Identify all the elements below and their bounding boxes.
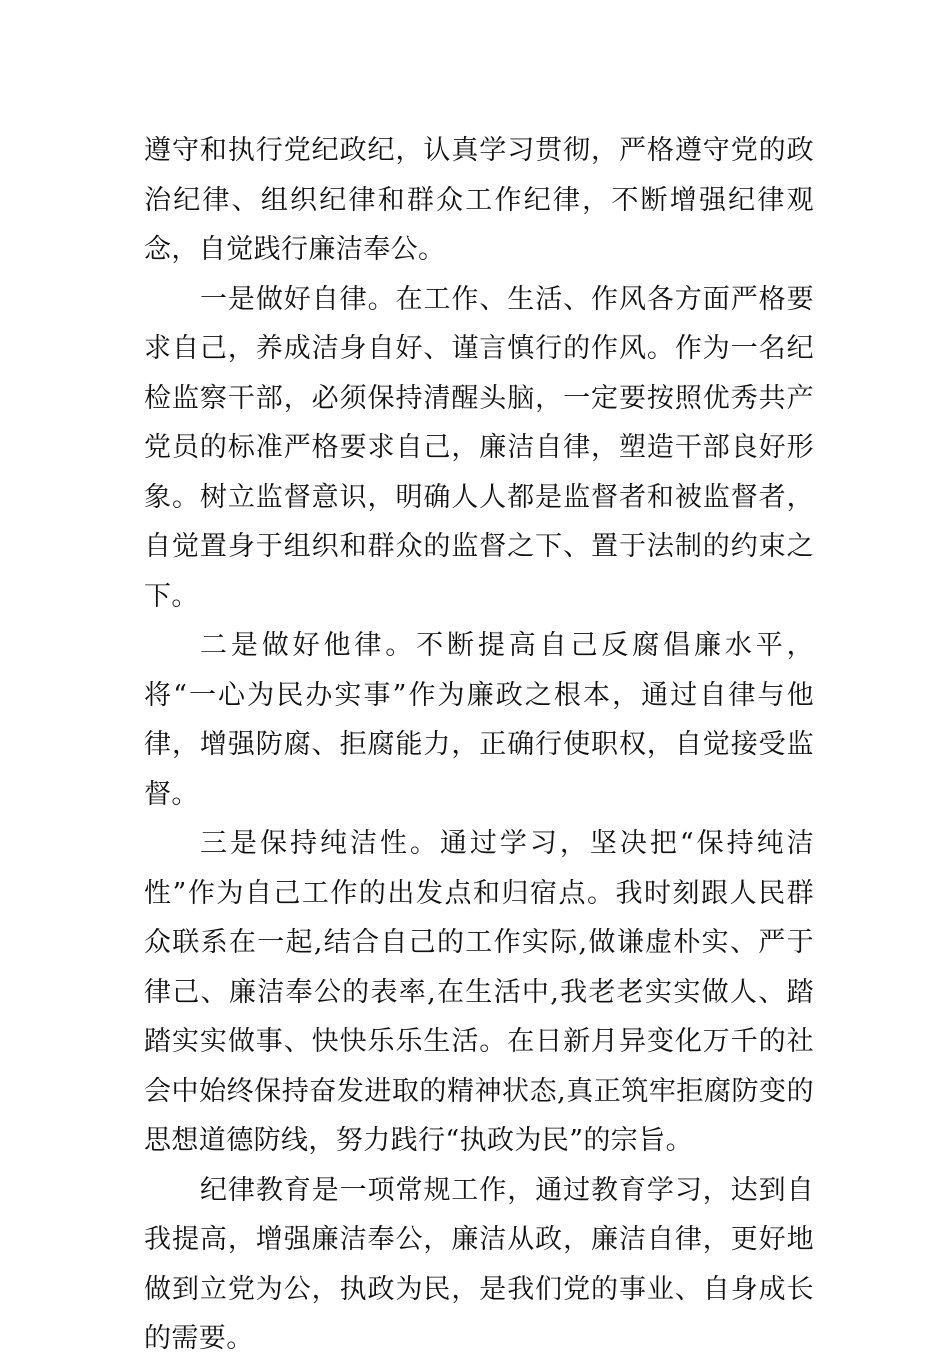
paragraph-purity: 三是保持纯洁性。通过学习，坚决把“保持纯洁性”作为自己工作的出发点和归宿点。我时刻跟人民群众联系在一起,结合自己的工作实际,做谦虚朴实、严于律己、廉洁奉公的表率,在生活中,我老老实实做人、踏踏实实做事、快快乐乐生活。在日新月异变化万千的社会中始终保持奋发进取的精神状态,真正筑牢拒腐防变的思想道德防线，努力践行“执政为民”的宗旨。 xyxy=(144,828,814,1156)
paragraph-self-discipline: 一是做好自律。在工作、生活、作风各方面严格要求自己，养成洁身自好、谨言慎行的作风。作为一名纪检监察干部，必须保持清醒头脑，一定要按照优秀共产党员的标准严格要求自己，廉洁自律，塑造干部良好形象。树立监督意识，明确人人都是监督者和被监督者，自觉置身于组织和群众的监督之下、置于法制的约束之下。 xyxy=(144,283,814,612)
paragraph-conclusion: 纪律教育是一项常规工作，通过教育学习，达到自我提高，增强廉洁奉公，廉洁从政，廉洁自律，更好地做到立党为公，执政为民，是我们党的事业、自身成长的需要。 xyxy=(144,1174,814,1354)
paragraph-external-discipline: 二是做好他律。不断提高自己反腐倡廉水平，将“一心为民办实事”作为廉政之根本，通过自律与他律，增强防腐、拒腐能力，正确行使职权，自觉接受监督。 xyxy=(144,630,814,810)
document-body xyxy=(144,126,814,1364)
paragraph-continuation: 遵守和执行党纪政纪，认真学习贯彻，严格遵守党的政治纪律、组织纪律和群众工作纪律，不断增强纪律观念，自觉践行廉洁奉公。 xyxy=(144,135,814,265)
